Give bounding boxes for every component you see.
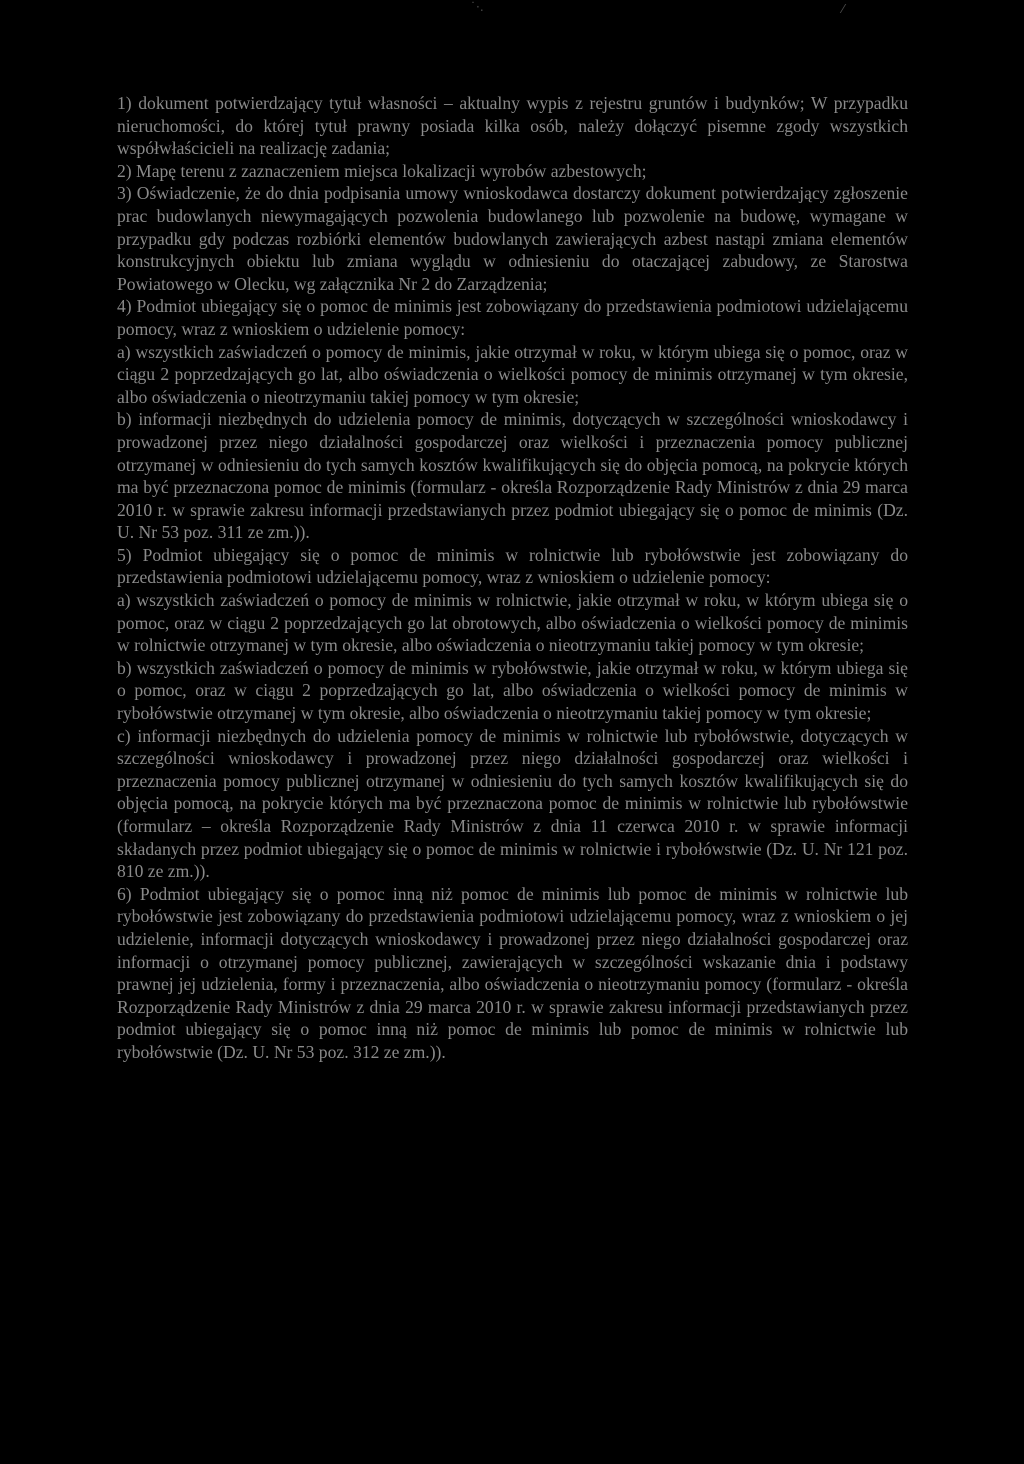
item-4-de-minimis-intro: 4) Podmiot ubiegający się o pomoc de minimis jest zobowiązany do przedstawienia podmiotowi udzielającemu pomocy, wraz z wnioskiem o udzielenie pomocy:: [117, 296, 908, 339]
item-4a-certificates: a) wszystkich zaświadczeń o pomocy de minimis, jakie otrzymał w roku, w którym ubiega się o pomoc, oraz w ciągu 2 poprzedzających go lat, albo oświadczenia o wielkości pomocy de minimis otrzymanej w tym okresie, albo oświadczenia o nieotrzymaniu takiej pomocy w tym okresie;: [117, 341, 908, 407]
item-5c-information: c) informacji niezbędnych do udzielenia pomocy de minimis w rolnictwie lub rybołówstwie, dotyczących w szczególności wnioskodawcy i prowadzonej przez niego działalności gospodarczej oraz wielkości i przeznaczenia pomocy publicznej otrzymanej w odniesieniu do tych samych kosztów kwalifikujących się do objęcia pomocą, na pokrycie których ma być przeznaczona pomoc de minimis w rolnictwie lub rybołówstwie (formularz – określa Rozporządzenie Rady Ministrów z dnia 11 czerwca 2010 r. w sprawie informacji składanych przez podmiot ubiegający się o pomoc de minimis w rolnictwie i rybołówstwie (Dz. U. Nr 121 poz. 810 ze zm.)).: [117, 725, 908, 882]
item-5a-agriculture-certificates: a) wszystkich zaświadczeń o pomocy de minimis w rolnictwie, jakie otrzymał w roku, w którym ubiega się o pomoc, oraz w ciągu 2 poprzedzających go lat obrotowych, albo oświadczenia o wielkości pomocy de minimis w rolnictwie otrzymanej w tym okresie, albo oświadczenia o nieotrzymaniu takiej pomocy w tym okresie;: [117, 590, 908, 656]
item-4b-information: b) informacji niezbędnych do udzielenia pomocy de minimis, dotyczących w szczególności wnioskodawcy i prowadzonej przez niego działalności gospodarczej oraz wielkości i przeznaczenia pomocy publicznej otrzymanej w odniesieniu do tych samych kosztów kwalifikujących się do objęcia pomocą, na pokrycie których ma być przeznaczona pomoc de minimis (formularz - określa Rozporządzenie Rady Ministrów z dnia 29 marca 2010 r. w sprawie zakresu informacji przedstawianych przez podmiot ubiegający się o pomoc de minimis (Dz. U. Nr 53 poz. 311 ze zm.)).: [117, 409, 908, 543]
item-5b-fishery-certificates: b) wszystkich zaświadczeń o pomocy de minimis w rybołówstwie, jakie otrzymał w roku, w którym ubiega się o pomoc, oraz w ciągu 2 poprzedzających go lat, albo oświadczenia o wielkości pomocy de minimis w rybołówstwie otrzymanej w tym okresie, albo oświadczenia o nieotrzymaniu takiej pomocy w tym okresie;: [117, 657, 908, 724]
scan-speck: ˙·.: [470, 0, 484, 14]
document-body: [117, 92, 908, 1064]
item-1-title-document: 1) dokument potwierdzający tytuł własności – aktualny wypis z rejestru gruntów i budynków; W przypadku nieruchomości, do której tytuł prawny posiada kilka osób, należy dołączyć pisemne zgody wszystkich współwłaścicieli na realizację zadania;: [117, 93, 908, 159]
item-3-declaration: 3) Oświadczenie, że do dnia podpisania umowy wnioskodawca dostarczy dokument potwierdzający zgłoszenie prac budowlanych niewymagających pozwolenia budowlanego lub pozwolenie na budowę, wymagane w przypadku gdy podczas rozbiórki elementów budowlanych zawierających azbest nastąpi zmiana elementów konstrukcyjnych obiektu lub zmiana wyglądu w odniesieniu do otaczającej zabudowy, ze Starostwa Powiatowego w Olecku, wg załącznika Nr 2 do Zarządzenia;: [117, 183, 908, 294]
item-6-other-aid: 6) Podmiot ubiegający się o pomoc inną niż pomoc de minimis lub pomoc de minimis w rolnictwie lub rybołówstwie jest zobowiązany do przedstawienia podmiotowi udzielającemu pomocy, wraz z wnioskiem o jej udzielenie, informacji dotyczących wnioskodawcy i prowadzonej przez niego działalności gospodarczej oraz informacji o otrzymanej pomocy publicznej, zawierających w szczególności wskazanie dnia i podstawy prawnej jej udzielenia, formy i przeznaczenia, albo oświadczenia o nieotrzymaniu pomocy (formularz - określa Rozporządzenie Rady Ministrów z dnia 29 marca 2010 r. w sprawie zakresu informacji przedstawianych przez podmiot ubiegający się o pomoc inną niż pomoc de minimis lub pomoc de minimis w rolnictwie lub rybołówstwie (Dz. U. Nr 53 poz. 312 ze zm.)).: [117, 883, 908, 1062]
scan-speck: ⁄: [842, 2, 845, 16]
item-2-site-map: 2) Mapę terenu z zaznaczeniem miejsca lokalizacji wyrobów azbestowych;: [117, 160, 647, 181]
item-5-agriculture-fishery-intro: 5) Podmiot ubiegający się o pomoc de minimis w rolnictwie lub rybołówstwie jest zobowiązany do przedstawienia podmiotowi udzielającemu pomocy, wraz z wnioskiem o udzielenie pomocy:: [117, 544, 908, 588]
